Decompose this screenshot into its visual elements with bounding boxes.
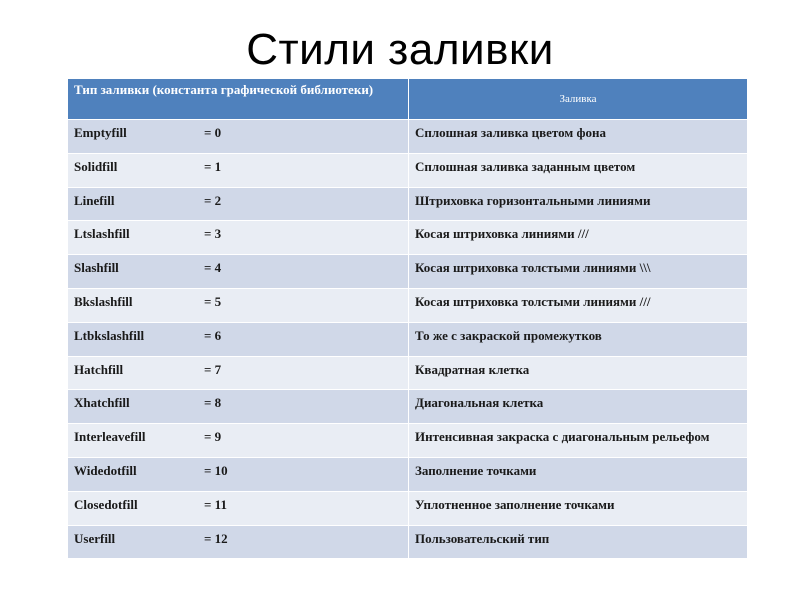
fill-constant-name: Userfill — [74, 530, 116, 546]
fill-constant-name: Emptyfill — [74, 125, 127, 140]
slide-title: Стили заливки — [246, 25, 554, 74]
fill-description: Косая штриховка линиями /// — [409, 221, 748, 255]
table-body — [68, 120, 748, 559]
fill-constant-name: Bkslashfill — [74, 293, 133, 309]
fill-constant-cell — [68, 322, 409, 356]
fill-description: Уплотненное заполнение точками — [409, 491, 748, 525]
fill-constant-name: Widedotfill — [74, 462, 137, 478]
fill-constant-cell — [68, 288, 409, 322]
fill-description: Сплошная заливка заданным цветом — [409, 153, 748, 187]
fill-description: Сплошная заливка цветом фона — [409, 120, 748, 154]
table-row — [68, 288, 748, 322]
fill-constant-cell — [68, 356, 409, 390]
table-row — [68, 424, 748, 458]
table-row — [68, 322, 748, 356]
table-row — [68, 255, 748, 289]
fill-description: Косая штриховка толстыми линиями /// — [409, 288, 748, 322]
fill-constant-value: = 10 — [204, 462, 228, 478]
fill-constant-name: Ltslashfill — [74, 226, 130, 242]
table-header-row — [68, 79, 748, 120]
table-row — [68, 356, 748, 390]
fill-description: Заполнение точками — [409, 457, 748, 491]
fill-constant-cell — [68, 457, 409, 491]
fill-description: Штриховка горизонтальными линиями — [409, 187, 748, 221]
fill-styles-table — [67, 78, 748, 559]
table-row — [68, 491, 748, 525]
fill-constant-cell — [68, 221, 409, 255]
table-row — [68, 187, 748, 221]
fill-constant-cell — [68, 390, 409, 424]
fill-constant-cell — [68, 255, 409, 289]
fill-constant-name: Solidfill — [74, 158, 118, 174]
fill-constant-name: Interleavefill — [74, 429, 146, 445]
table-row — [68, 390, 748, 424]
fill-description: Квадратная клетка — [409, 356, 748, 390]
fill-constant-value: = 3 — [204, 226, 222, 242]
fill-constant-name: Ltbkslashfill — [74, 327, 145, 343]
table-row — [68, 457, 748, 491]
fill-description: Диагональная клетка — [409, 390, 748, 424]
fill-constant-value: = 8 — [204, 395, 222, 411]
table-row — [68, 120, 748, 154]
fill-description: То же с закраской промежутков — [409, 322, 748, 356]
fill-constant-value: = 11 — [204, 496, 227, 512]
fill-description: Косая штриховка толстыми линиями \\\ — [409, 255, 748, 289]
fill-constant-name: Slashfill — [74, 260, 119, 276]
table-row — [68, 221, 748, 255]
fill-constant-value: = 0 — [204, 125, 222, 140]
fill-constant-name: Linefill — [74, 192, 115, 208]
fill-constant-cell — [68, 424, 409, 458]
fill-constant-value: = 4 — [204, 260, 222, 276]
fill-constant-value: = 12 — [204, 530, 228, 546]
fill-description: Пользовательский тип — [409, 525, 748, 559]
fill-constant-name: Hatchfill — [74, 361, 124, 377]
fill-constant-value: = 7 — [204, 361, 222, 377]
table-row — [68, 525, 748, 559]
table-row — [68, 153, 748, 187]
fill-constant-cell — [68, 187, 409, 221]
fill-constant-value: = 1 — [204, 158, 222, 174]
fill-constant-cell — [68, 525, 409, 559]
header-fill: Заливка — [409, 79, 748, 120]
fill-constant-name: Closedotfill — [74, 496, 138, 512]
fill-constant-cell — [68, 153, 409, 187]
fill-constant-value: = 6 — [204, 327, 222, 343]
fill-constant-value: = 2 — [204, 192, 222, 208]
fill-constant-name: Xhatchfill — [74, 395, 130, 411]
fill-constant-value: = 5 — [204, 293, 222, 309]
fill-constant-value: = 9 — [204, 429, 222, 445]
fill-constant-cell — [68, 491, 409, 525]
fill-description: Интенсивная закраска с диагональным рельефом — [409, 424, 748, 458]
header-fill-type: Тип заливки (константа графической библиотеки) — [68, 79, 409, 120]
fill-constant-cell — [68, 120, 409, 154]
